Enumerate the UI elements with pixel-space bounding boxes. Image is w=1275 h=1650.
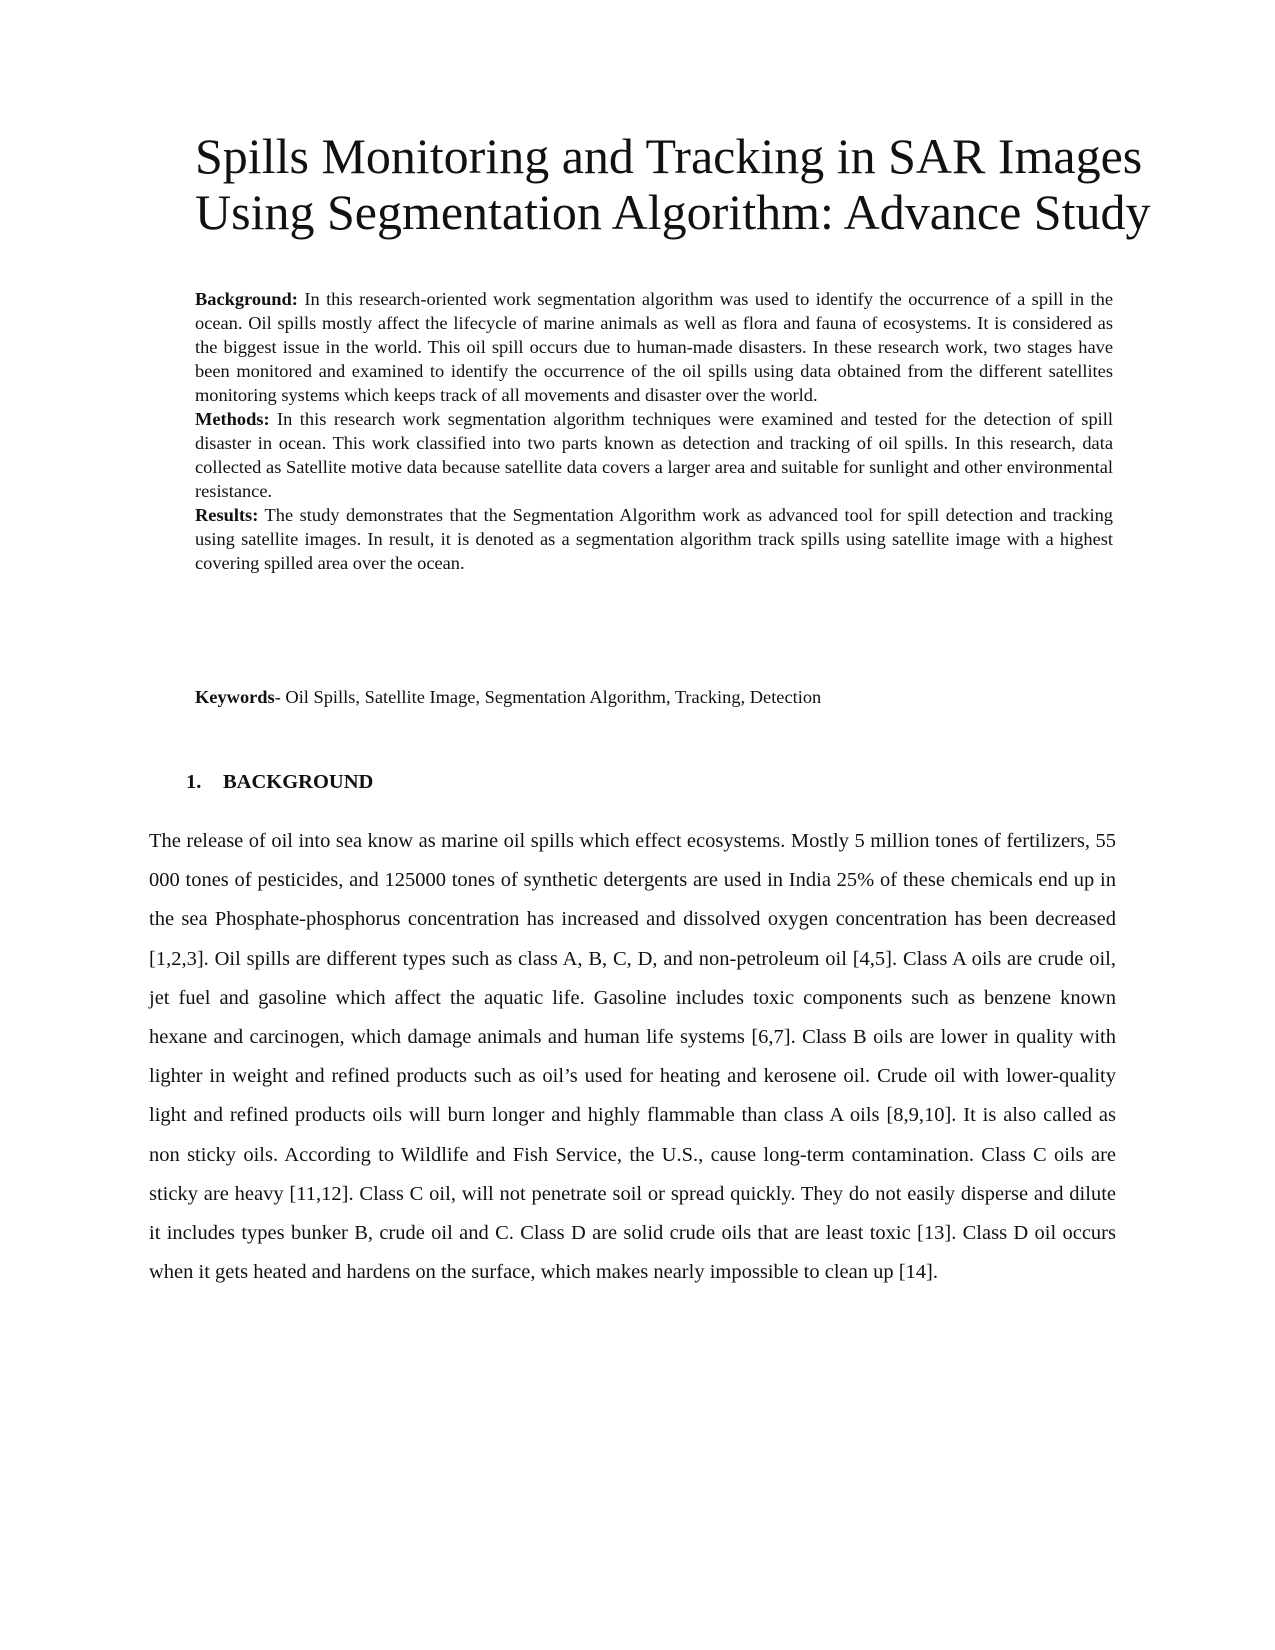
abstract xyxy=(195,287,1113,575)
abstract-results-label: Results: xyxy=(195,505,259,525)
abstract-methods-label: Methods: xyxy=(195,409,270,429)
abstract-results xyxy=(195,503,1113,575)
section-number: 1. xyxy=(186,771,202,793)
title-line-2: Using Segmentation Algorithm: Advance Study xyxy=(195,184,1151,240)
title-line-1: Spills Monitoring and Tracking in SAR Images xyxy=(195,128,1143,184)
keywords xyxy=(195,685,1113,709)
keywords-label: Keywords xyxy=(195,687,275,707)
section-body-paragraph: The release of oil into sea know as marine oil spills which effect ecosystems. Mostly 5 million tones of fertilizers, 55 000 tones of pesticides, and 125000 tones of synthetic detergents are used in India 25% of these chemicals end up in the sea Phosphate-phosphorus concentration has increased and dissolved oxygen concentration has been decreased [1,2,3]. Oil spills are different types such as class A, B, C, D, and non-petroleum oil [4,5]. Class A oils are crude oil, jet fuel and gasoline which affect the aquatic life. Gasoline includes toxic components such as benzene known hexane and carcinogen, which damage animals and human life systems [6,7]. Class B oils are lower in quality with lighter in weight and refined products such as oil’s used for heating and kerosene oil. Crude oil with lower-quality light and refined products oils will burn longer and highly flammable than class A oils [8,9,10]. It is also called as non sticky oils. According to Wildlife and Fish Service, the U.S., cause long-term contamination. Class C oils are sticky are heavy [11,12]. Class C oil, will not penetrate soil or spread quickly. They do not easily disperse and dilute it includes types bunker B, crude oil and C. Class D are solid crude oils that are least toxic [13]. Class D oil occurs when it gets heated and hardens on the surface, which makes nearly impossible to clean up [14]. xyxy=(149,830,1116,1284)
abstract-background-label: Background: xyxy=(195,289,298,309)
abstract-methods-text: In this research work segmentation algorithm techniques were examined and tested for the detection of spill disaster in ocean. This work classified into two parts known as detection and tracking of oil spills. In this research, data collected as Satellite motive data because satellite data covers a larger area and suitable for sunlight and other environmental resistance. xyxy=(195,409,1113,501)
section-heading-background xyxy=(186,769,373,795)
paper-title xyxy=(195,128,1195,240)
abstract-results-text: The study demonstrates that the Segmentation Algorithm work as advanced tool for spill detection and tracking using satellite images. In result, it is denoted as a segmentation algorithm track spills using satellite image with a highest covering spilled area over the ocean. xyxy=(195,505,1113,573)
abstract-background-text: In this research-oriented work segmentation algorithm was used to identify the occurrence of a spill in the ocean. Oil spills mostly affect the lifecycle of marine animals as well as flora and fauna of ecosystems. It is considered as the biggest issue in the world. This oil spill occurs due to human-made disasters. In these research work, two stages have been monitored and examined to identify the occurrence of the oil spills using data obtained from the different satellites monitoring systems which keeps track of all movements and disaster over the world. xyxy=(195,289,1113,405)
abstract-background xyxy=(195,287,1113,407)
keywords-text: - Oil Spills, Satellite Image, Segmentation Algorithm, Tracking, Detection xyxy=(274,687,822,707)
section-heading-text: BACKGROUND xyxy=(223,771,374,793)
abstract-methods xyxy=(195,407,1113,503)
